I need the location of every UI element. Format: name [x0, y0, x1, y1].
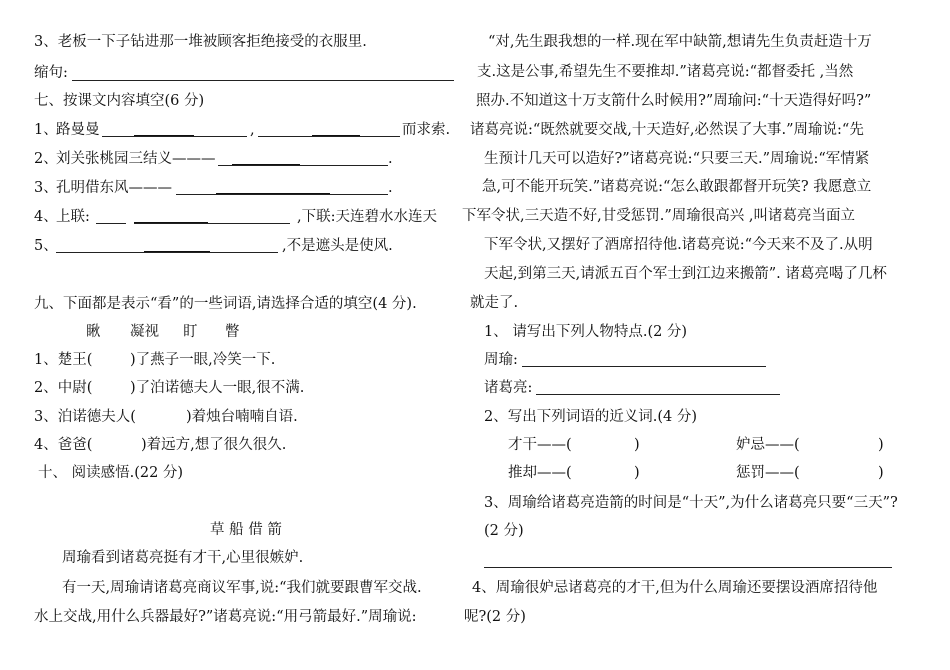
- story-paragraph-1: 周瑜看到诸葛亮挺有才干,心里很嫉妒.: [62, 550, 304, 566]
- fill-2-blank-strong: [232, 164, 300, 165]
- fill-1-blank-a-strong: [134, 135, 194, 136]
- fill-2-blank[interactable]: [218, 165, 388, 166]
- story-paragraph-2-line-2: 水上交战,用什么兵器最好?”诸葛亮说:“用弓箭最好.”周瑜说:: [34, 609, 417, 625]
- section-9-title: 九、下面都是表示“看”的一些词语,请选择合适的填空(4 分).: [34, 296, 417, 312]
- story-line-1: “对,先生跟我想的一样.现在军中缺箭,想请先生负责赶造十万: [488, 34, 872, 50]
- zhugeliang-answer-line[interactable]: [536, 394, 780, 395]
- fill-5-blank[interactable]: [56, 252, 278, 253]
- look-4-end: )着远方,想了很久很久.: [141, 437, 287, 453]
- synonym-3-word: 推却——(: [508, 465, 572, 481]
- synonym-2-close: ): [878, 437, 884, 453]
- story-line-6: 急,可不能开玩笑.”诸葛亮说:“怎么敢跟都督开玩笑? 我愿意立: [482, 179, 872, 195]
- story-line-3: 照办.不知道这十万支箭什么时候用?”周瑜问:“十天造得好吗?”: [476, 93, 872, 109]
- synonym-1-close: ): [634, 437, 640, 453]
- word-choice-2: 凝视: [130, 324, 159, 340]
- question-3-answer-line[interactable]: [484, 567, 892, 568]
- zhouyu-answer-line[interactable]: [522, 366, 766, 367]
- story-line-9: 天起,到第三天,请派五百个军士到江边来搬箭”. 诸葛亮喝了几杯: [484, 266, 887, 282]
- fill-2-prefix: 刘关张桃园三结义———: [56, 151, 216, 167]
- zhouyu-label: 周瑜:: [484, 352, 518, 368]
- question-4-line-1: 4、周瑜很妒忌诸葛亮的才干,但为什么周瑜还要摆设酒席招待他: [472, 580, 878, 596]
- section-10-title: 十、 阅读感悟.(22 分): [38, 465, 184, 481]
- fill-5-number: 5、: [34, 238, 58, 254]
- fill-4-suffix: ,下联:天连碧水水连天: [297, 209, 437, 225]
- fill-5-suffix: ,不是遮头是使风.: [282, 238, 393, 254]
- fill-5-blank-strong: [144, 251, 210, 252]
- fill-4-blank-a[interactable]: [96, 223, 126, 224]
- fill-3-blank-strong: [216, 193, 330, 194]
- section-7-title: 七、按课文内容填空(6 分): [34, 93, 205, 109]
- look-3-start: 3、泊诺德夫人(: [34, 409, 136, 425]
- story-line-7: 下军令状,三天造不好,甘受惩罚.”周瑜很高兴 ,叫诸葛亮当面立: [462, 208, 855, 224]
- story-line-8: 下军令状,又摆好了酒席招待他.诸葛亮说:“今天来不及了.从明: [484, 237, 873, 253]
- fill-4-prefix: 上联:: [56, 209, 90, 225]
- word-choice-4: 瞥: [225, 324, 240, 340]
- fill-1-blank-a[interactable]: [102, 136, 247, 137]
- story-line-2: 支.这是公事,希望先生不要推却.”诸葛亮说:“都督委托 ,当然: [477, 64, 854, 80]
- sentence-q3: 3、老板一下子钻进那一堆被顾客拒绝接受的衣服里.: [34, 34, 367, 50]
- look-3-end: )着烛台喃喃自语.: [186, 409, 298, 425]
- fill-3-blank[interactable]: [176, 194, 388, 195]
- question-3-line-1: 3、周瑜给诸葛亮造箭的时间是“十天”,为什么诸葛亮只要“三天”?: [484, 495, 898, 511]
- fill-1-blank-b[interactable]: [258, 136, 400, 137]
- story-line-5: 生预计几天可以造好?”诸葛亮说:“只要三天.”周瑜说:“军情紧: [484, 151, 870, 167]
- fill-4-number: 4、: [34, 209, 58, 225]
- look-2-start: 2、中尉(: [34, 380, 93, 396]
- look-1-end: )了燕子一眼,冷笑一下.: [130, 352, 276, 368]
- fill-3-number: 3、: [34, 180, 58, 196]
- fill-1-prefix: 路曼曼: [56, 122, 100, 138]
- story-paragraph-2-line-1: 有一天,周瑜请诸葛亮商议军事,说:“我们就要跟曹军交战.: [62, 580, 422, 596]
- story-line-10: 就走了.: [470, 295, 519, 311]
- fill-4-blank-strong: [134, 222, 208, 223]
- question-3-line-2: (2 分): [484, 523, 524, 539]
- fill-3-suffix: .: [388, 180, 393, 196]
- fill-1-blank-b-strong: [312, 135, 360, 136]
- fill-3-prefix: 孔明借东风———: [56, 180, 172, 196]
- fill-2-suffix: .: [388, 151, 393, 167]
- look-4-start: 4、爸爸(: [34, 437, 93, 453]
- story-title: 草 船 借 箭: [210, 522, 282, 538]
- story-line-4: 诸葛亮说:“既然就要交战,十天造好,必然误了大事.”周瑜说:“先: [470, 122, 864, 138]
- synonym-4-word: 惩罚——(: [736, 465, 800, 481]
- suoju-answer-line[interactable]: [72, 80, 454, 81]
- fill-1-suffix: 而求索.: [402, 122, 451, 138]
- synonym-4-close: ): [878, 465, 884, 481]
- question-2: 2、写出下列词语的近义词.(4 分): [484, 409, 697, 425]
- look-2-end: )了泊诺德夫人一眼,很不满.: [130, 380, 305, 396]
- question-1: 1、 请写出下列人物特点.(2 分): [484, 324, 688, 340]
- fill-1-number: 1、: [34, 122, 58, 138]
- word-choice-1: 瞅: [86, 324, 101, 340]
- question-4-line-2: 呢?(2 分): [464, 609, 526, 625]
- zhugeliang-label: 诸葛亮:: [484, 380, 533, 396]
- fill-4-blank-b[interactable]: [134, 223, 290, 224]
- synonym-1-word: 才干——(: [508, 437, 572, 453]
- fill-1-comma: ,: [250, 122, 255, 138]
- look-1-start: 1、楚王(: [34, 352, 93, 368]
- word-choice-3: 盯: [183, 324, 198, 340]
- fill-2-number: 2、: [34, 151, 58, 167]
- suoju-label: 缩句:: [34, 65, 68, 81]
- synonym-3-close: ): [634, 465, 640, 481]
- synonym-2-word: 妒忌——(: [736, 437, 800, 453]
